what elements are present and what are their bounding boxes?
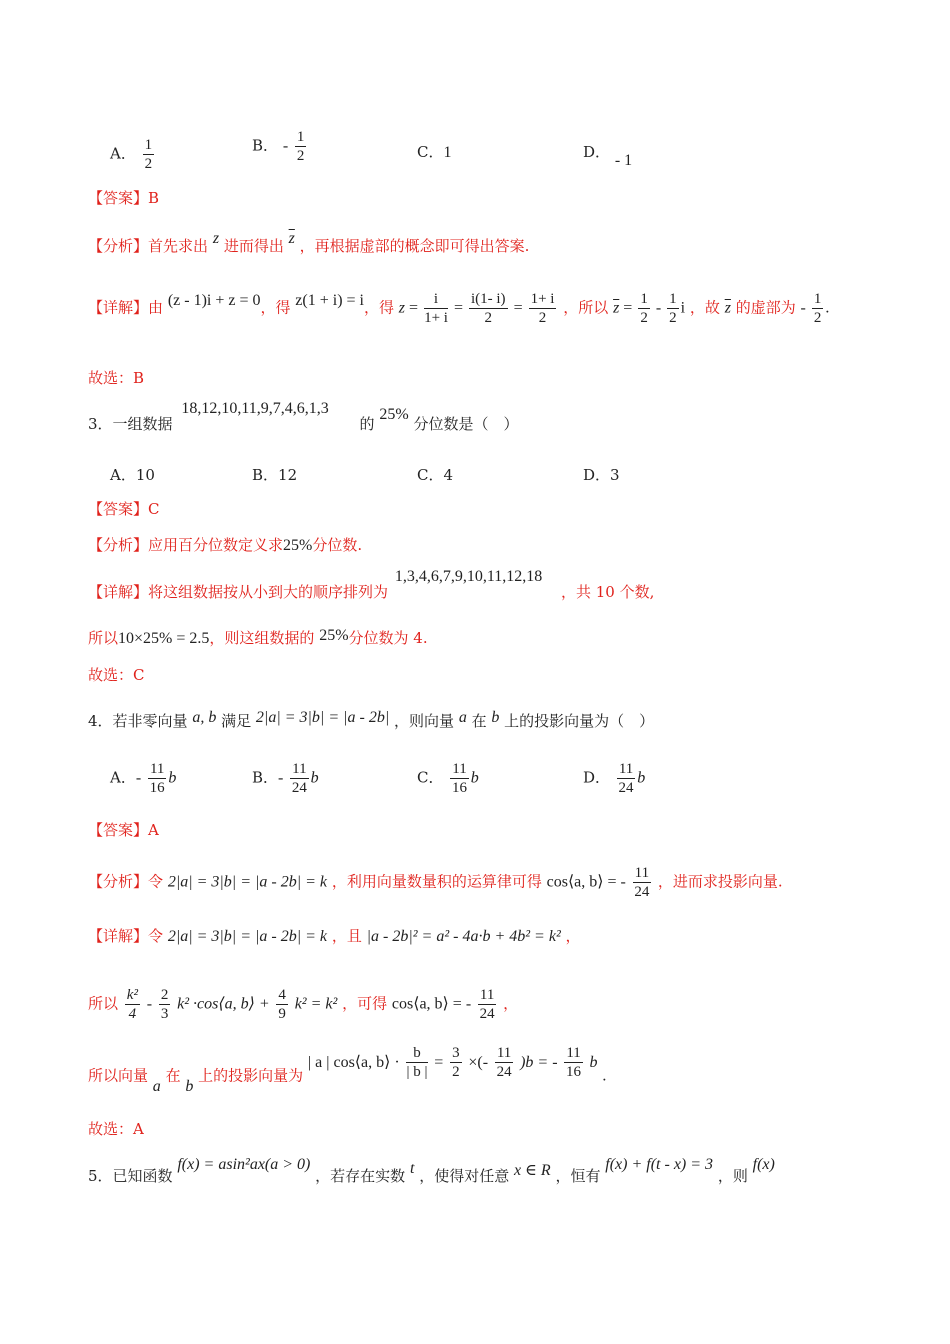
fraction: $\frac{11}{24}$ (496, 1045, 512, 1080)
q3-answer: 【答案】C (88, 500, 160, 518)
q2-answer: 【答案】B (88, 189, 160, 207)
fraction: $\frac{11}{16}$ (451, 761, 467, 796)
q3-analysis: 【分析】应用百分位数定义求25%分位数. (88, 536, 363, 554)
q2-detail: 【详解】由 (z - 1)i + z = 0，得 z(1 + i) = i，得 z = $\frac{i}{1+ i}$ = $\frac{i(1- i)}{2}$ = $\frac{1+ i}{2}$ ，所以 $\overline{z}$ = $\frac{1}{2}$ - $\frac{1}{2}$ i ，故 $\overline{z}$ 的虚部为 - $\frac{1}{2}$ . (88, 291, 830, 326)
q2-choose: 故选：B (88, 369, 145, 387)
q2-option-c: C．1 (417, 143, 452, 161)
fraction: $\frac{1}{2}$ (813, 291, 822, 326)
q4-choose: 故选：A (88, 1120, 144, 1138)
q3-option-c: C．4 (417, 466, 454, 484)
q2-option-a: A． $\frac{1}{2}$ (110, 137, 153, 172)
fraction: $\frac{1}{2}$ (669, 291, 677, 326)
fraction: $\frac{4}{9}$ (278, 987, 286, 1022)
q4-stem: 4．若非零向量 a, b 满足 2|a| = 3|b| = |a - 2b| ，则向量 a 在 b 上的投影向量为（ ） (88, 709, 655, 730)
q4-option-d: D． $\frac{11}{24}$ b (583, 761, 646, 796)
q4-detail-3: 所以向量 a 在 b 上的投影向量为 | a | cos⟨a, b⟩ · $\frac{b}{| b |}$ = $\frac{3}{2}$ ×(- $\frac{11}{24}$ )b = - $\frac{11}{16}$ b . (88, 1045, 607, 1095)
fraction: $\frac{1}{2}$ (640, 291, 648, 326)
q4-answer: 【答案】A (88, 821, 159, 839)
fraction: $\frac{i}{1+ i}$ (424, 291, 448, 326)
q2-option-b: B． - $\frac{1}{2}$ (252, 129, 305, 164)
q2-option-d: D． - 1 (583, 143, 633, 169)
q3-option-b: B．12 (252, 466, 298, 484)
q2-analysis: 【分析】首先求出 z 进而得出 $\overline{z}$ ，再根据虚部的概念即可得出答案. (88, 230, 530, 255)
fraction: $\frac{b}{| b |}$ (406, 1045, 428, 1080)
fraction: $\frac{i(1- i)}{2}$ (470, 291, 506, 326)
q4-detail: 【详解】令 2|a| = 3|b| = |a - 2b| = k ，且 |a - 2b|² = a² - 4a·b + 4b² = k² ， (88, 927, 581, 945)
q4-option-b: B．- $\frac{11}{24}$ b (252, 761, 319, 796)
fraction: $\frac{11}{16}$ (149, 761, 165, 796)
q3-detail: 【详解】将这组数据按从小到大的顺序排列为 1,3,4,6,7,9,10,11,12,18 ，共 10 个数, (88, 568, 655, 601)
q4-option-c: C． $\frac{11}{16}$ b (417, 761, 479, 796)
q4-option-a: A．- $\frac{11}{16}$ b (110, 761, 177, 796)
fraction: $\frac{11}{24}$ (291, 761, 307, 796)
fraction: $\frac{11}{24}$ (479, 987, 495, 1022)
q4-analysis: 【分析】令 2|a| = 3|b| = |a - 2b| = k ，利用向量数量积的运算律可得 cos⟨a, b⟩ = - $\frac{11}{24}$ ，进而求投影向量. (88, 865, 783, 900)
fraction: $\frac{11}{24}$ (634, 865, 650, 900)
q3-detail-2: 所以10×25% = 2.5，则这组数据的 25%分位数为 4. (88, 627, 428, 647)
fraction: $\frac{2}{3}$ (160, 987, 169, 1022)
fraction: $\frac{\text{k²}}{4}$ (126, 987, 138, 1022)
q3-option-a: A．10 (110, 466, 155, 484)
fraction: $\frac{1+ i}{2}$ (530, 291, 555, 326)
q5-stem: 5．已知函数 f(x) = asin²ax(a > 0) ，若存在实数 t ，使得对任意 x ∈ R ，恒有 f(x) + f(t - x) = 3 ，则 f(x) (88, 1156, 775, 1185)
fraction: $\frac{1}{2}$ (296, 129, 305, 164)
q4-detail-2: 所以 $\frac{\text{k²}}{4}$ - $\frac{2}{3}$ k² ·cos⟨a, b⟩ + $\frac{4}{9}$ k² = k² ，可得 cos⟨a, b⟩ = - $\frac{11}{24}$ ， (88, 987, 519, 1022)
fraction: $\frac{1}{2}$ (144, 137, 153, 172)
q3-choose: 故选：C (88, 666, 145, 684)
fraction: $\frac{11}{24}$ (618, 761, 634, 796)
q3-stem: 3．一组数据 18,12,10,11,9,7,4,6,1,3 的 25% 分位数是（ ） (88, 400, 519, 433)
fraction: $\frac{11}{16}$ (566, 1045, 582, 1080)
q3-option-d: D．3 (583, 466, 620, 484)
fraction: $\frac{3}{2}$ (452, 1045, 460, 1080)
